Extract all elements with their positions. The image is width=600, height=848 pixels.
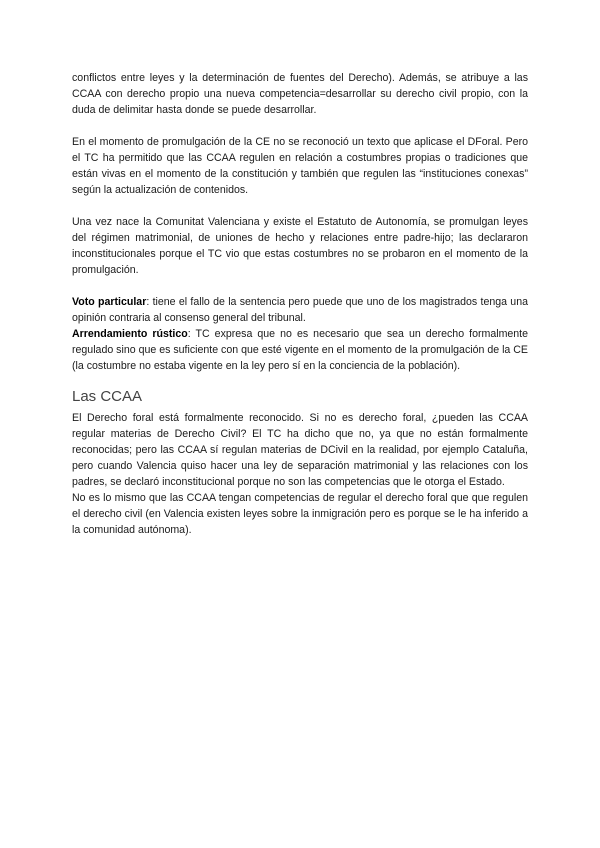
term-voto-particular: Voto particular [72,296,147,308]
term-arrendamiento-rustico: Arrendamiento rústico [72,328,188,340]
paragraph-arrendamiento-rustico [72,326,528,374]
paragraph-dforal: En el momento de promulgación de la CE no se reconoció un texto que aplicase el DForal. Pero el TC ha permitido que las CCAA regulen en relación a costumbres propias o tradiciones que están vivas en el momento de la constitución y también que regulen las “instituciones conexas” según la actualización de contenidos. [72,136,528,196]
paragraph-derecho-foral: El Derecho foral está formalmente reconocido. Si no es derecho foral, ¿pueden las CCAA regular materias de Derecho Civil? El TC ha dicho que no, ya que no están formalmente reconocidas; pero las CCAA sí regulan materias de DCivil en la realidad, por ejemplo Cataluña, pero cuando Valencia quiso hacer una ley de separación matrimonial y las relaciones con los padres, se declaró inconstitucional porque no son las competencias que le otorga el Estado. [72,412,528,488]
definition-voto-particular: : tiene el fallo de la sentencia pero puede que uno de los magistrados tenga una opinión contraria al consenso general del tribunal. [72,296,528,324]
paragraph-competencias: No es lo mismo que las CCAA tengan competencias de regular el derecho foral que que regulen el derecho civil (en Valencia existen leyes sobre la inmigración pero es porque se le ha inferido a la comunidad autónoma). [72,492,528,536]
paragraph-comunitat-valenciana: Una vez nace la Comunitat Valenciana y existe el Estatuto de Autonomía, se promulgan leyes del régimen matrimonial, de uniones de hecho y relaciones entre padre-hijo; las declararon inconstitucionales porque el TC vio que estas costumbres no se probaron en el momento de la promulgación. [72,216,528,276]
paragraph-voto-particular [72,294,528,326]
document-body [72,70,528,538]
section-heading-ccaa: Las CCAA [72,388,143,405]
definition-arrendamiento-rustico: : TC expresa que no es necesario que sea un derecho formalmente regulado sino que es suficiente con que esté vigente en el momento de la promulgación de la CE (la costumbre no estaba vigente en la ley pero sí en la conciencia de la población). [72,328,529,372]
paragraph-fuentes: conflictos entre leyes y la determinación de fuentes del Derecho). Además, se atribuye a las CCAA con derecho propio una nueva competencia=desarrollar su derecho civil propio, con la duda de delimitar hasta donde se puede desarrollar. [72,72,528,116]
